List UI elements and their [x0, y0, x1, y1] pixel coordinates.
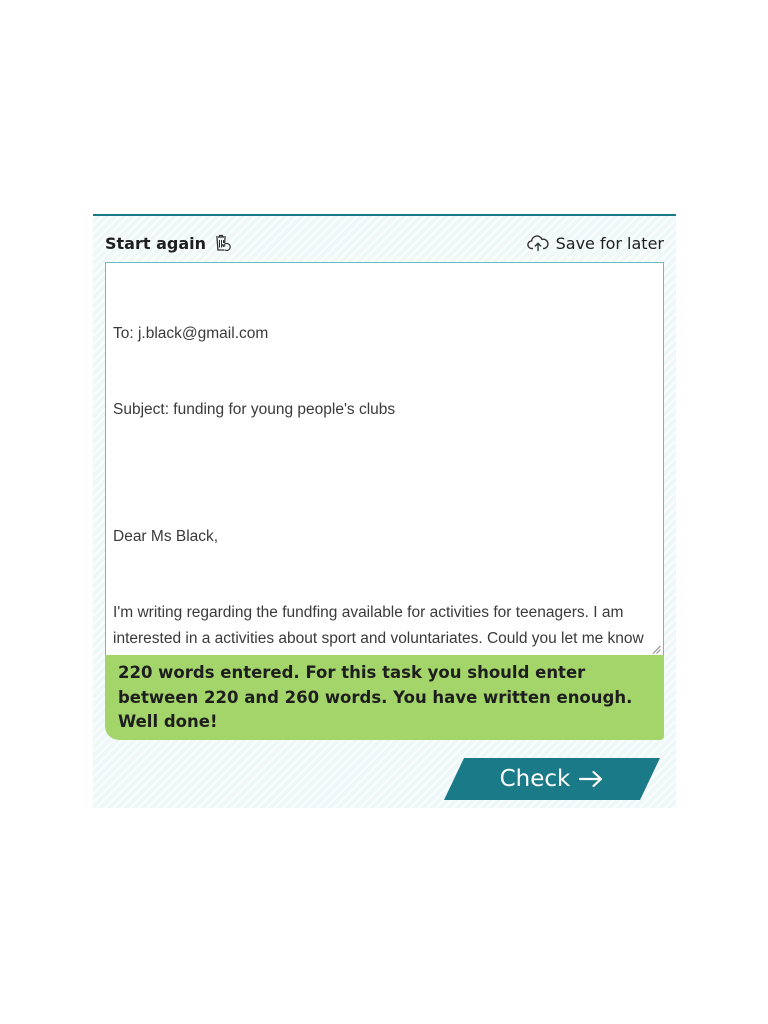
save-for-later-label: Save for later [555, 233, 664, 253]
essay-textarea[interactable] [105, 262, 664, 657]
trash-restore-icon [213, 233, 233, 253]
check-button-label: Check [499, 766, 571, 792]
resize-handle-icon[interactable] [652, 645, 661, 654]
start-again-label: Start again [105, 233, 206, 253]
cloud-upload-icon [527, 234, 549, 252]
editor-line: I'm writing regarding the fundfing available for activities for teenagers. I am interested in a activities about sport and voluntariates. Could you let me know [113, 604, 644, 647]
word-count-feedback: 220 words entered. For this task you should enter between 220 and 260 words. You have written enough. Well done! [105, 655, 664, 740]
editor-line: To: j.black@gmail.com [113, 324, 269, 342]
check-button[interactable] [444, 758, 660, 800]
editor-line: Dear Ms Black, [113, 528, 219, 546]
arrow-right-icon [578, 770, 604, 788]
start-again-button[interactable] [105, 231, 233, 255]
save-for-later-button[interactable] [527, 231, 664, 255]
editor-line: Subject: funding for young people's clubs [113, 401, 396, 419]
writing-task-panel [93, 214, 676, 808]
